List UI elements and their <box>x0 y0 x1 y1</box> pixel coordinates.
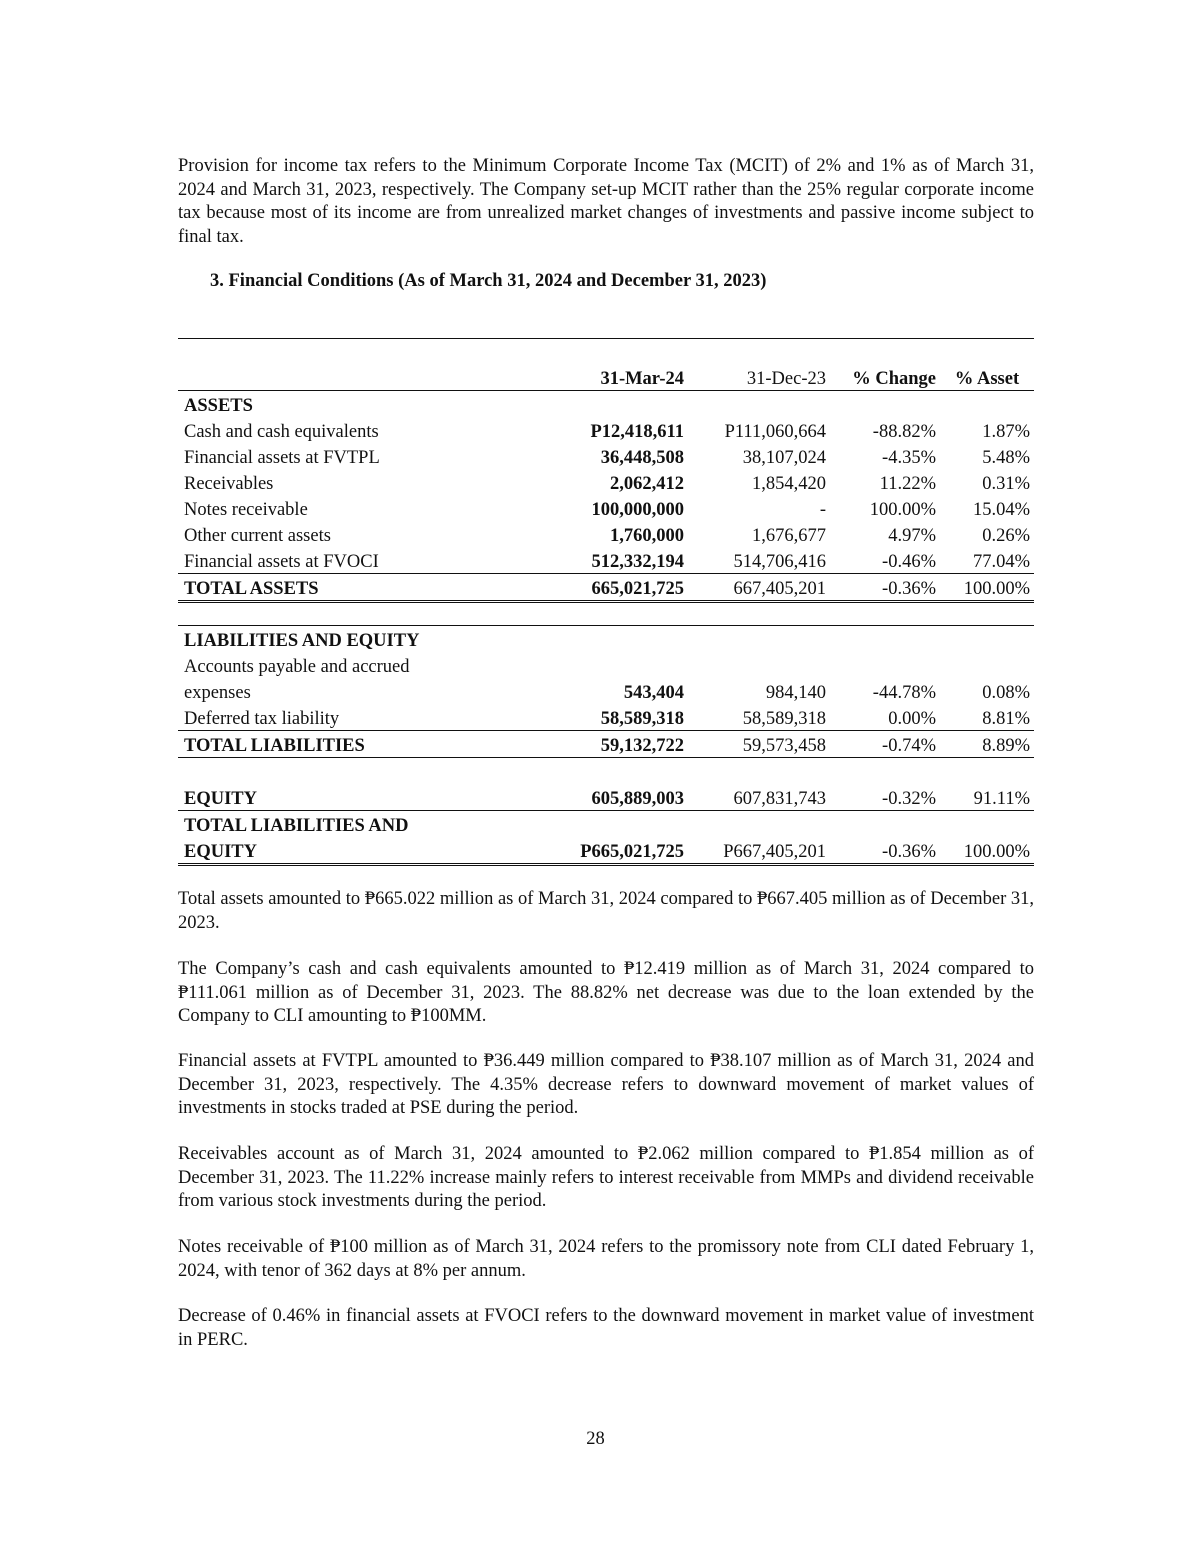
total-liabilities-equity-row: EQUITY P665,021,725 P667,405,201 -0.36% 100.00% <box>178 837 1034 865</box>
header-pct-asset: % Asset <box>940 366 1034 391</box>
paragraph-cash: The Company’s cash and cash equivalents amounted to ₱12.419 million as of March 31, 2024 compared to ₱111.061 million as of December 31, 2023. The 88.82% net decrease was due to the loan extended by the Company to CLI amounting to ₱100MM. <box>178 959 1034 1026</box>
intro-paragraph: Provision for income tax refers to the Minimum Corporate Income Tax (MCIT) of 2% and 1% as of March 31, 2024 and March 31, 2023, respectively. The Company set-up MCIT rather than the 25% regular corporate income tax because most of its income are from unrealized market changes of investments and passive income subject to final tax. <box>178 156 1034 247</box>
table-row: Accounts payable and accrued <box>184 657 410 677</box>
header-dec23: 31-Dec-23 <box>688 366 830 391</box>
table-row: expenses 543,404 984,140 -44.78% 0.08% <box>184 683 1030 703</box>
assets-label: ASSETS <box>184 396 253 416</box>
paragraph-fvoci: Decrease of 0.46% in financial assets at FVOCI refers to the downward movement in market value of investment in PERC. <box>178 1306 1034 1350</box>
table-row: Other current assets 1,760,000 1,676,677 4.97% 0.26% <box>184 526 1030 546</box>
equity-row: EQUITY 605,889,003 607,831,743 -0.32% 91.11% <box>178 784 1034 811</box>
financial-conditions-table <box>178 366 1034 866</box>
section-heading: 3. Financial Conditions (As of March 31, 2024 and December 31, 2023) <box>210 271 767 291</box>
table-row: Financial assets at FVOCI 512,332,194 514,706,416 -0.46% 77.04% <box>178 547 1034 574</box>
paragraph-total-assets: Total assets amounted to ₱665.022 million as of March 31, 2024 compared to ₱667.405 million as of December 31, 2023. <box>178 889 1034 933</box>
total-assets-row: TOTAL ASSETS 665,021,725 667,405,201 -0.36% 100.00% <box>178 574 1034 602</box>
header-pct-change: % Change <box>830 366 940 391</box>
table-row: Receivables 2,062,412 1,854,420 11.22% 0.31% <box>184 474 1030 494</box>
paragraph-notes-receivable: Notes receivable of ₱100 million as of March 31, 2024 refers to the promissory note from CLI dated February 1, 2024, with tenor of 362 days at 8% per annum. <box>178 1237 1034 1281</box>
liabilities-label-row <box>178 626 1034 653</box>
table-row: Cash and cash equivalents P12,418,611 P111,060,664 -88.82% 1.87% <box>184 422 1030 442</box>
table-row: Notes receivable 100,000,000 - 100.00% 15.04% <box>184 500 1030 520</box>
liabilities-label: LIABILITIES AND EQUITY <box>184 631 420 651</box>
table-header-row <box>178 366 1034 391</box>
header-mar24: 31-Mar-24 <box>556 366 688 391</box>
table-top-rule <box>178 338 1034 339</box>
paragraph-receivables: Receivables account as of March 31, 2024 amounted to ₱2.062 million compared to ₱1.854 million as of December 31, 2023. The 11.22% increase mainly refers to interest receivable from MMPs and dividend receivable from various stock investments during the period. <box>178 1144 1034 1211</box>
table-row: Financial assets at FVTPL 36,448,508 38,107,024 -4.35% 5.48% <box>184 448 1030 468</box>
table-row: TOTAL LIABILITIES AND <box>184 816 409 836</box>
assets-label-row <box>178 391 1034 418</box>
page-number: 28 <box>586 1429 605 1449</box>
table-row: Deferred tax liability 58,589,318 58,589,318 0.00% 8.81% <box>178 704 1034 731</box>
total-liabilities-row: TOTAL LIABILITIES 59,132,722 59,573,458 -0.74% 8.89% <box>178 731 1034 758</box>
paragraph-fvtpl: Financial assets at FVTPL amounted to ₱36.449 million compared to ₱38.107 million as of March 31, 2024 and December 31, 2023, respectively. The 4.35% decrease refers to downward movement of market values of investments in stocks traded at PSE during the period. <box>178 1051 1034 1118</box>
